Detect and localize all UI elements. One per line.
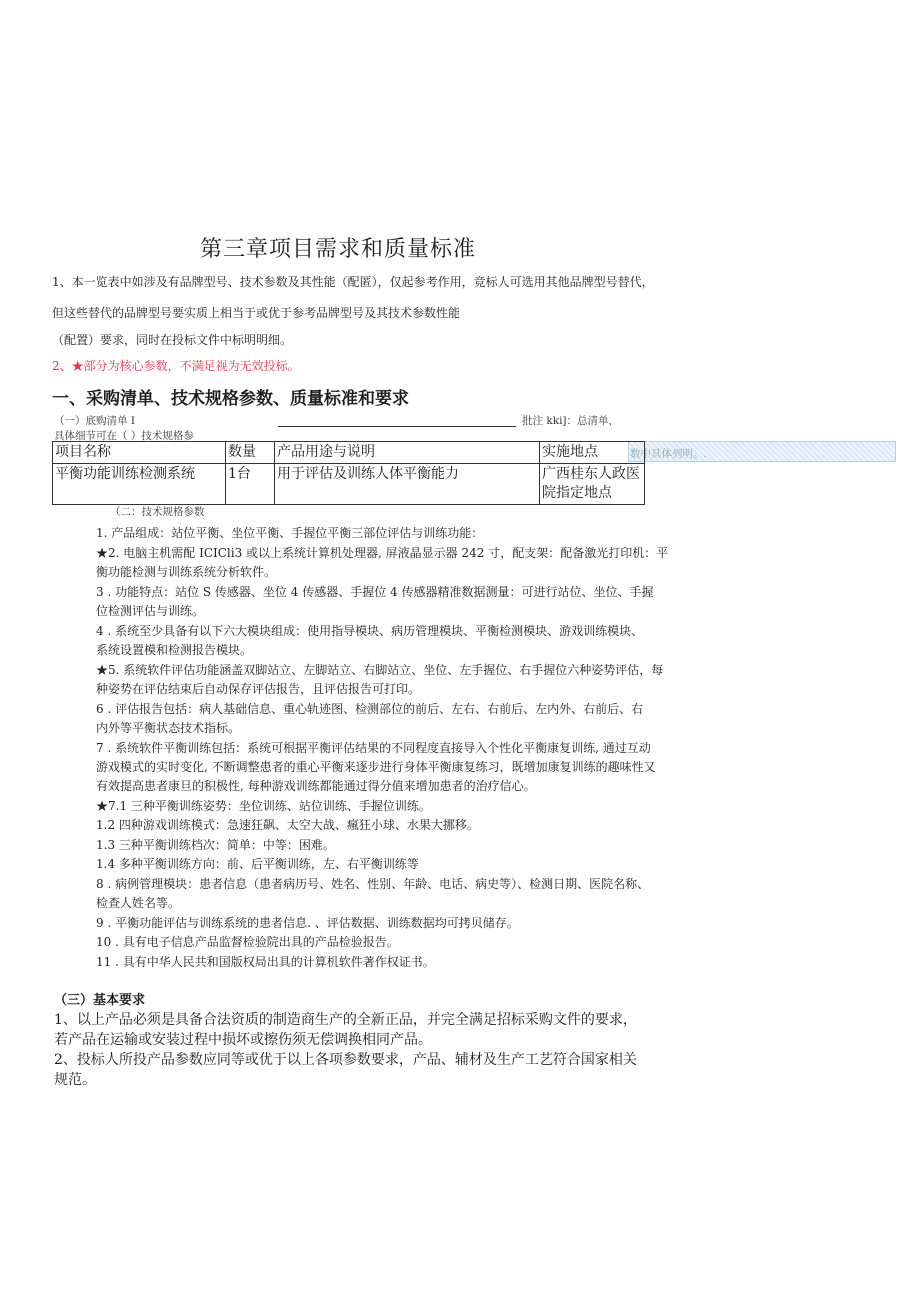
spec-line: 系统设置模和检测报告模块。 (96, 643, 253, 657)
spec-line: ★2. 电脑主机需配 ICICli3 或以上系统计算机处理器, 屏液晶显示器 242 寸，配支架：配备激光打印机：平 (96, 546, 669, 560)
intro-line-2: 但这些替代的品牌型号要实质上相当于或优于参考品牌型号及其技术参数性能 (52, 306, 461, 320)
spec-line: 检查人姓名等。 (96, 896, 181, 910)
underline-rule (278, 426, 516, 427)
basic-requirement-line: 1、以上产品必须是具备合法资质的制造商生产的全新正品，并完全满足招标采购文件的要求， (54, 1012, 637, 1028)
spec-line: ★5. 系统软件评估功能涵盖双脚站立、左脚站立、右脚站立、坐位、左手握位、右手握位六种姿势评估，每 (96, 663, 664, 677)
spec-line: 3 . 功能特点：站位 S 传感器、坐位 4 传感器、手握位 4 传感器精准数据测量：可进行站位、坐位、手握 (96, 585, 654, 599)
spec-line: 11 . 具有中华人民共和国版权局出具的计算机软件著作权证书。 (96, 955, 435, 969)
cell-item-name: 平衡功能训练检测系统 (53, 464, 226, 505)
spec-line: 游戏模式的实时变化, 不断调整患者的重心平衡来逐步进行身体平衡康复练习，既增加康复训练的趣味性又 (96, 760, 656, 774)
section-heading: 一、采购清单、技术规格参数、质量标准和要求 (52, 389, 409, 409)
header-location: 实施地点 (540, 442, 645, 464)
basic-requirement-line: 2、投标人所投产品参数应同等或优于以上各项参数要求，产品、辅材及生产工艺符合国家相关 (54, 1052, 637, 1068)
spec-line: 10 . 具有电子信息产品监督检验院出具的产品检验报告。 (96, 935, 399, 949)
procurement-table (52, 441, 645, 505)
spec-line: 1.4 多种平衡训练方向：前、后平衡训练，左、右平衡训练等 (96, 857, 419, 871)
cell-quantity: 1台 (226, 464, 275, 505)
subsection-procurement-list: （一）底购清单 I (54, 415, 135, 427)
spec-line: 1. 产品组成：站位平衡、坐位平衡、手握位平衡三部位评估与训练功能： (96, 526, 484, 540)
spec-line: 内外等平衡状态技术指标。 (96, 721, 241, 735)
cell-description: 用于评估及训练人体平衡能力 (275, 464, 540, 505)
cell-location (540, 464, 645, 505)
spec-line: 7 . 系统软件平衡训练包括：系统可根据平衡评估结果的不同程度直接导入个性化平衡康复训练, 通过互动 (96, 741, 651, 755)
spec-line: 8 . 病例管理模块：患者信息（患者病历号、姓名、性别、年龄、电话、病史等）、检测日期、医院名称、 (96, 877, 650, 891)
cell-location-line-1: 广西桂东人政医 (542, 466, 640, 482)
header-item-name: 项目名称 (53, 442, 226, 464)
basic-requirement-line: 若产品在运输或安装过程中损坏或擦伤须无偿调换相同产品。 (54, 1032, 432, 1048)
spec-line: 1.2 四种游戏训练模式：急速狂飙、太空大战、瘋狂小球、水果大挪移。 (96, 818, 479, 832)
spec-line: 4 . 系统至少具备有以下六大模块组成：使用指导模块、病历管理模块、平衡检测模块、游戏训练模块、 (96, 624, 644, 638)
spec-line: 衡功能检测与训练系统分析软件。 (96, 565, 277, 579)
table-header-row (53, 442, 645, 464)
intro-line-3: （配置）要求，同时在投标文件中标明明细。 (52, 333, 293, 347)
spec-line: ★7.1 三种平衡训练姿势：坐位训练、站位训练、手握位训练。 (96, 799, 431, 813)
basic-requirements-heading: （三）基本要求 (54, 993, 146, 1008)
table-row (53, 464, 645, 505)
spec-title: （二：技术规格参数 (110, 506, 205, 518)
header-quantity: 数量 (226, 442, 275, 464)
page-title: 第三章项目需求和质量标准 (200, 237, 477, 262)
header-description: 产品用途与说明 (275, 442, 540, 464)
core-parameter-note: 2、★部分为核心参数，不满足视为无效投标。 (52, 359, 300, 373)
spec-line: 有效提高患者康旦的积极性, 每种游戏训练都能通过得分值来增加患者的治疗信心。 (96, 779, 536, 793)
intro-line-1: 1、本一览表中如涉及有品牌型号、技术参数及其性能（配匿），仅起参考作用，竞标人可选用其他品牌型号替代， (52, 275, 654, 289)
annotation-comment: 批注 kki]：总清单， (522, 415, 620, 427)
spec-line: 位检测评估与训练。 (96, 604, 205, 618)
comment-highlight-text: 数中具体列明。. (630, 448, 707, 460)
cell-location-line-2: 院指定地点 (542, 485, 612, 501)
spec-line: 6 . 评估报告包括：病人基础信息、重心轨迹图、检测部位的前后、左右、右前后、左内外、右前后、右 (96, 702, 644, 716)
spec-line: 1.3 三种平衡训练档次：简单：中等：困难。 (96, 838, 335, 852)
spec-line: 种姿势在评估结束后自动保存评估报告，且评估报告可打印。 (96, 682, 421, 696)
subsection-detail-note: 具体细节可在（ ）技术规格参 (54, 430, 194, 442)
basic-requirement-line: 规范。 (54, 1072, 96, 1088)
spec-line: 9 . 平衡功能评估与训练系统的患者信息. 、评估数据、训练数据均可拷贝储存。 (96, 916, 519, 930)
